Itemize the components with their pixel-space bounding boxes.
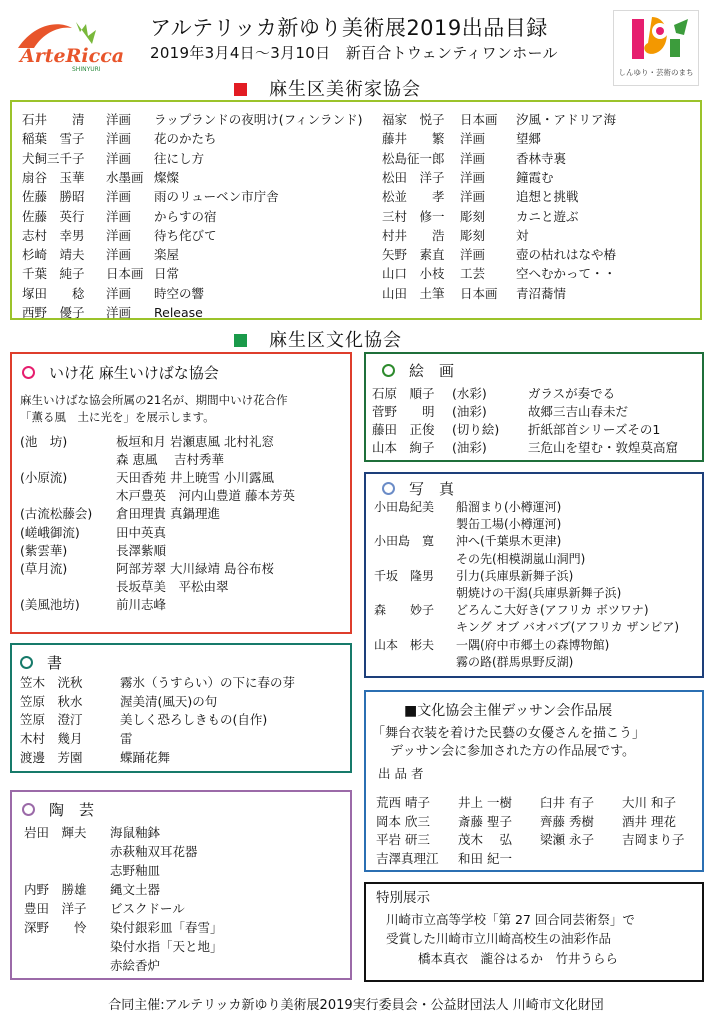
ikebana-entry-cell: (紫雲華) [20, 542, 68, 558]
art-entry-cell: 西野 優子 [22, 305, 85, 320]
ikebana-entry-cell: 森 恵風 吉村秀華 [116, 452, 224, 468]
art-entry-cell: 時空の響 [154, 285, 205, 301]
dessin-entry-cell: 吉岡まり子 [622, 832, 685, 847]
photo-title [382, 478, 454, 499]
art-entry-cell: 三村 修一 [382, 208, 445, 224]
ceramics-entry-cell: 内野 勝雄 [24, 882, 87, 897]
art-entry-cell: 塚田 稔 [22, 285, 85, 301]
calligraphy-title [20, 652, 62, 673]
section-heading-culture-association [234, 326, 402, 352]
art-entry-cell: 香林寺裏 [516, 150, 567, 166]
calligraphy-entry-cell: 美しく恐ろしきもの(自作) [120, 712, 268, 728]
photo-entry-cell: 千坂 隆男 [374, 568, 435, 583]
photo-entry-cell: 朝焼けの干潟(兵庫県新舞子浜) [456, 586, 622, 600]
ikebana-entry-cell: (美風池坊) [20, 596, 80, 612]
dessin-entry-cell: 臼井 有子 [540, 795, 594, 810]
section-heading-art-association [234, 75, 421, 101]
dessin-entry-cell: 梁瀬 永子 [540, 832, 594, 847]
ceramics-entry-cell: 縄文土器 [110, 882, 161, 897]
ceramics-entry-cell: 岩田 輝夫 [24, 825, 87, 840]
ikebana-entry-cell: 板垣和月 岩瀬恵風 北村礼窓 [116, 434, 274, 449]
art-entry-cell: 空へむかって・・ [516, 266, 617, 282]
art-entry-cell: 雨のリューベン市庁舎 [154, 189, 279, 205]
ikebana-intro-1: 麻生いけばな協会所属の21名が、期間中いけ花合作 [20, 393, 288, 407]
art-entry-cell: カニと遊ぶ [516, 208, 579, 224]
ikebana-entry-cell: 長坂草美 平松由翠 [116, 578, 229, 594]
ceramics-entry-cell: 海鼠釉鉢 [110, 825, 161, 840]
photo-entry-cell: 沖へ(千葉県木更津) [456, 534, 562, 549]
ikebana-intro-2: 「薫る風 土に光を」を展示します。 [20, 410, 215, 424]
painting-entry-cell: 故郷三吉山春未だ [528, 404, 629, 419]
ikebana-entry-cell: 前川志峰 [116, 596, 167, 612]
painting-entry-cell: 三危山を望む・敦煌莫高窟 [528, 440, 679, 455]
art-entry-cell: 青沼蕎情 [516, 285, 567, 301]
page-title: アルテリッカ新ゆり美術展2019出品目録 [150, 16, 548, 40]
art-entry-cell: 山口 小枝 [382, 266, 445, 282]
dessin-line-1: 「舞台衣装を着けた民藝の女優さんを描こう」 [372, 726, 646, 741]
dessin-entry-cell: 吉澤真理江 [376, 850, 439, 866]
ikebana-entry-cell: 倉田理貴 真鍋理進 [116, 506, 220, 522]
painting-title-text: 絵 画 [409, 362, 455, 380]
ceramics-entry-cell: 染付銀彩皿「春雪」 [110, 920, 223, 935]
art-entry-cell: 対 [516, 227, 529, 243]
art-entry-cell: 洋画 [106, 189, 132, 205]
photo-entry-cell: 船溜まり(小樽運河) [456, 500, 562, 514]
art-entry-cell: 洋画 [460, 189, 486, 205]
special-title: 特別展示 [376, 890, 430, 906]
art-entry-cell: 洋画 [106, 112, 132, 127]
art-entry-cell: 壺の枯れはなや椿 [516, 247, 617, 263]
art-entry-cell: 福家 悦子 [382, 112, 445, 127]
art-entry-cell: 志村 幸男 [22, 227, 85, 243]
circle-icon [20, 656, 33, 669]
dessin-line-2: デッサン会に参加された方の作品展です。 [390, 744, 636, 759]
art-entry-cell: 待ち侘びて [154, 227, 217, 243]
logo-caption: しんゆり・芸術のまち [618, 68, 694, 77]
art-entry-cell: からすの宿 [154, 208, 217, 224]
mascot-icon [614, 11, 698, 85]
painting-entry-cell: 折紙部首シリーズその1 [528, 422, 661, 437]
art-entry-cell: 扇谷 玉華 [22, 169, 85, 185]
ikebana-entry-cell: (嵯峨御流) [20, 524, 80, 540]
photo-entry-cell: 森 妙子 [374, 603, 435, 618]
art-entry-cell: Release [154, 305, 203, 320]
art-entry-cell: 日常 [154, 266, 180, 282]
dessin-entry-cell: 茂木 弘 [458, 832, 512, 847]
art-entry-cell: 花のかたち [154, 131, 217, 147]
painting-entry-cell: ガラスが奏でる [528, 386, 616, 401]
art-entry-cell: 洋画 [106, 208, 132, 224]
art-entry-cell: 洋画 [460, 150, 486, 166]
dessin-entry-cell: 斎藤 聖子 [458, 813, 512, 829]
dessin-entry-cell: 平岩 研三 [376, 832, 430, 847]
art-entry-cell: 千葉 純子 [22, 266, 85, 282]
special-line-1: 川崎市立高等学校「第 27 回合同芸術祭」で [386, 912, 635, 927]
dessin-entry-cell: 井上 一樹 [458, 795, 512, 810]
art-entry-cell: 石井 清 [22, 112, 85, 127]
photo-entry-cell: その先(相模湖嵐山洞門) [456, 551, 586, 566]
logo-text: ArteRicca [20, 45, 124, 67]
photo-entry-cell: キング オブ バオバブ(アフリカ ザンビア) [456, 620, 680, 635]
special-names: 橋本真衣 瀧谷はるか 竹井うらら [418, 951, 619, 966]
art-entry-cell: 楽屋 [154, 247, 180, 263]
calligraphy-entry-cell: 木村 幾月 [20, 731, 83, 747]
art-entry-cell: 追想と挑戦 [516, 189, 579, 205]
ceramics-entry-cell: 赤萩釉双耳花器 [110, 844, 198, 859]
painting-entry-cell: 菅野 明 [372, 404, 435, 419]
ikebana-entry-cell: (小原流) [20, 470, 68, 486]
painting-entry-cell: 山本 絢子 [372, 440, 435, 455]
arte-ricca-logo [14, 18, 124, 76]
dessin-entry-cell: 大川 和子 [622, 795, 676, 810]
art-entry-cell: 稲葉 雪子 [22, 131, 85, 147]
painting-entry-cell: (水彩) [452, 386, 487, 401]
art-entry-cell: 洋画 [106, 305, 132, 320]
art-entry-cell: 洋画 [106, 227, 132, 243]
photo-entry-cell: 製缶工場(小樽運河) [456, 517, 562, 532]
ceramics-entry-cell: 志野釉皿 [110, 863, 161, 878]
art-entry-cell: 洋画 [106, 131, 132, 147]
dessin-title: ■文化協会主催デッサン会作品展 [404, 703, 613, 719]
art-entry-cell: 工芸 [460, 266, 486, 282]
art-entry-cell: 松田 洋子 [382, 169, 445, 185]
arte-ricca-logo-icon [14, 18, 124, 76]
photo-entry-cell: 引力(兵庫県新舞子浜) [456, 568, 574, 583]
ikebana-entry-cell: (古流松藤会) [20, 506, 93, 522]
art-entry-cell: 燦燦 [154, 169, 180, 185]
art-entry-cell: 彫刻 [460, 227, 486, 243]
calligraphy-entry-cell: 笠原 秋水 [20, 693, 83, 709]
art-entry-cell: 洋画 [106, 150, 132, 166]
ceramics-entry-cell: 深野 怜 [24, 920, 87, 935]
ikebana-entry-cell: (草月流) [20, 560, 68, 576]
art-entry-cell: 犬飼三千子 [22, 150, 85, 166]
ceramics-entry-cell: 豊田 洋子 [24, 901, 87, 916]
calligraphy-entry-cell: 渡邊 芳園 [20, 749, 83, 765]
photo-entry-cell: 山本 彬夫 [374, 637, 435, 652]
art-entry-cell: 望郷 [516, 131, 542, 147]
art-entry-cell: 洋画 [106, 285, 132, 301]
painting-entry-cell: (切り絵) [452, 422, 500, 437]
painting-entry-cell: (油彩) [452, 440, 487, 455]
photo-entry-cell: どろんこ大好き(アフリカ ボツワナ) [456, 603, 649, 618]
art-entry-cell: 佐藤 勝昭 [22, 189, 85, 205]
ceramics-title-text: 陶 芸 [49, 801, 95, 819]
dessin-exhibitors-label: 出 品 者 [378, 766, 424, 781]
art-entry-cell: 彫刻 [460, 208, 486, 224]
dessin-entry-cell: 岡本 欣三 [376, 813, 430, 829]
art-entry-cell: 松並 孝 [382, 189, 445, 205]
art-entry-cell: 日本画 [106, 266, 144, 282]
photo-entry-cell: 小田島 寛 [374, 534, 435, 549]
art-entry-cell: 村井 浩 [382, 227, 445, 243]
calligraphy-entry-cell: 笠木 洸秋 [20, 675, 83, 690]
art-entry-cell: 洋画 [460, 131, 486, 147]
page-subtitle: 2019年3月4日～3月10日 新百合トウェンティワンホール [150, 44, 558, 62]
art-entry-cell: 洋画 [460, 169, 486, 185]
art-entry-cell: 洋画 [106, 247, 132, 263]
footer-organizers: 合同主催:アルテリッカ新ゆり美術展2019実行委員会・公益財団法人 川崎市文化財団 [108, 998, 604, 1013]
ceramics-title [22, 799, 94, 820]
circle-icon [22, 366, 35, 379]
painting-entry-cell: 藤田 正俊 [372, 422, 435, 437]
circle-icon [382, 364, 395, 377]
circle-icon [382, 482, 395, 495]
ikebana-entry-cell: 木戸豊英 河内山豊道 藤本芳英 [116, 488, 295, 504]
art-entry-cell: 水墨画 [106, 169, 144, 185]
ikebana-entry-cell: 阿部芳翠 大川緑靖 島谷布桜 [116, 560, 274, 576]
ikebana-entry-cell: (池 坊) [20, 434, 68, 449]
ceramics-entry-cell: 染付水指「天と地」 [110, 939, 223, 954]
dessin-entry-cell: 荒西 晴子 [376, 795, 430, 810]
art-entry-cell: 日本画 [460, 112, 498, 127]
dessin-entry-cell: 齊藤 秀樹 [540, 813, 594, 829]
calligraphy-entry-cell: 渥美清(風天)の句 [120, 693, 218, 709]
section-title: 麻生区文化協会 [269, 330, 402, 351]
photo-entry-cell: 一隅(府中市郷土の森博物館) [456, 637, 610, 652]
calligraphy-entry-cell: 笠原 澄汀 [20, 712, 83, 728]
art-entry-cell: 山田 土筆 [382, 285, 445, 301]
photo-entry-cell: 霧の路(群馬県野反湖) [456, 654, 574, 669]
art-entry-cell: 矢野 素直 [382, 247, 445, 263]
calligraphy-entry-cell: 霧氷（うすらい）の下に春の芽 [120, 675, 296, 690]
art-entry-cell: 松島征一郎 [382, 150, 445, 166]
shinyuri-art-town-logo [613, 10, 699, 86]
painting-entry-cell: 石原 順子 [372, 386, 435, 401]
painting-title [382, 360, 454, 381]
art-entry-cell: ラップランドの夜明け(フィンランド) [154, 112, 363, 127]
dessin-entry-cell: 和田 紀一 [458, 850, 512, 866]
art-entry-cell: 藤井 繁 [382, 131, 445, 147]
painting-entry-cell: (油彩) [452, 404, 487, 419]
calligraphy-title-text: 書 [47, 654, 63, 672]
ceramics-entry-cell: ビスクドール [110, 901, 185, 916]
ikebana-title [22, 362, 219, 383]
dessin-entry-cell: 酒井 理花 [622, 813, 676, 829]
circle-icon [22, 803, 35, 816]
art-entry-cell: 杉崎 靖夫 [22, 247, 85, 263]
calligraphy-entry-cell: 蝶踊花舞 [120, 749, 171, 765]
art-entry-cell: 往にし方 [154, 150, 205, 166]
ikebana-entry-cell: 長澤紫順 [116, 542, 167, 558]
art-entry-cell: 洋画 [460, 247, 486, 263]
art-entry-cell: 鐘霞む [516, 169, 554, 185]
photo-entry-cell: 小田島紀美 [374, 500, 435, 514]
logo-sub: SHINYURI [72, 66, 101, 73]
ceramics-entry-cell: 赤絵香炉 [110, 958, 161, 973]
special-line-2: 受賞した川崎市立川崎高校生の油彩作品 [386, 931, 612, 946]
calligraphy-entry-cell: 雷 [120, 731, 133, 747]
art-entry-cell: 日本画 [460, 285, 498, 301]
ikebana-title-text: いけ花 麻生いけばな協会 [49, 364, 219, 382]
red-square-icon [234, 83, 247, 96]
ikebana-entry-cell: 天田香苑 井上暁雪 小川露風 [116, 470, 274, 486]
ikebana-entry-cell: 田中英真 [116, 524, 167, 540]
section-title: 麻生区美術家協会 [269, 79, 421, 100]
green-square-icon [234, 334, 247, 347]
photo-title-text: 写 真 [409, 480, 455, 498]
art-entry-cell: 汐風・アドリア海 [516, 112, 617, 127]
art-entry-cell: 佐藤 英行 [22, 208, 85, 224]
